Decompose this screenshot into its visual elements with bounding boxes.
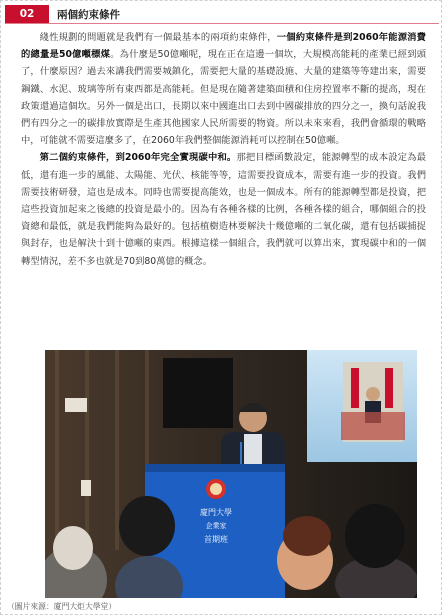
article-body	[21, 29, 426, 270]
paragraph-2	[21, 149, 426, 269]
wall-display-left	[163, 358, 233, 428]
wall-sign	[65, 398, 87, 412]
event-photo	[45, 350, 417, 598]
para2-bold: 第二個約束條件，到2060年完全實現碳中和。	[39, 152, 237, 164]
podium-text-line1: 廈門大學	[200, 508, 232, 517]
section-header	[5, 5, 439, 23]
section-underline	[5, 23, 439, 24]
para1-text-b: 。為什麼是50億噸呢，現在正在這邊一個坎，大規模高能耗的產業已經到頭了，什麼原因？過去來講我們需要城鎮化，需要把大量的基礎設施、大量的建築等等建出來，需要鋼鐵、水泥、玻璃等所有東西都是高能耗。但是現在隨著建築面積和住房控置率不斷的提高，現在政策還過這個坎。另外一個是出口，長期以來中國進出口去到中國碳排放的四分之一，換句話說我們有四分之一的碳排放實際是生產其他國家人民所需要的物資。所以未來來看，我們會循環的戰略中，可能就不需要這麼多了，在2060年我們整個能源消耗可以控制在50億噸。	[21, 49, 426, 147]
event-photo-illustration	[45, 350, 417, 598]
podium-text-line3: 首期班	[204, 535, 228, 544]
para2-text: 那把目標函數設定，能源轉型的成本設定為最低，還有進一步的風能、太陽能、光伏、核能等等，這需要投資成本，需要有進一步的投資。我們需要技術研發，這也是成本。同時也需要提高能效，也是一個成本。所有的能源轉型都是投資，把這些投資加起來之後總的投資是最小的。因為有各種各樣的比例，各種各樣的組合，哪個組合的投資總和最低，就是我們能夠為最好的。包括植樹造林要解決十幾億噸的二氧化碳，還有包括碳捕捉與封存，也是解決十到十億噸的東西。根據這樣一個組合，我們就可以算出來，實現碳中和的一個轉型情況，差不多也就是70到80萬億的概念。	[21, 152, 426, 267]
paragraph-1	[21, 29, 426, 149]
podium-text-line2: 企業家	[205, 522, 227, 530]
section-number-badge: 02	[5, 5, 49, 23]
wall-sign-small	[81, 480, 91, 496]
para1-bold: 一個約束條件是到2060年能源消費的總量是50億噸標煤	[21, 32, 426, 61]
section-title: 兩個約束條件	[57, 8, 120, 21]
para1-text-a: 綫性規劃的問題就是我們有一個最基本的兩項約束條件，	[39, 32, 277, 43]
photo-caption: （圖片來源：廈門大炬大學堂）	[7, 602, 117, 611]
